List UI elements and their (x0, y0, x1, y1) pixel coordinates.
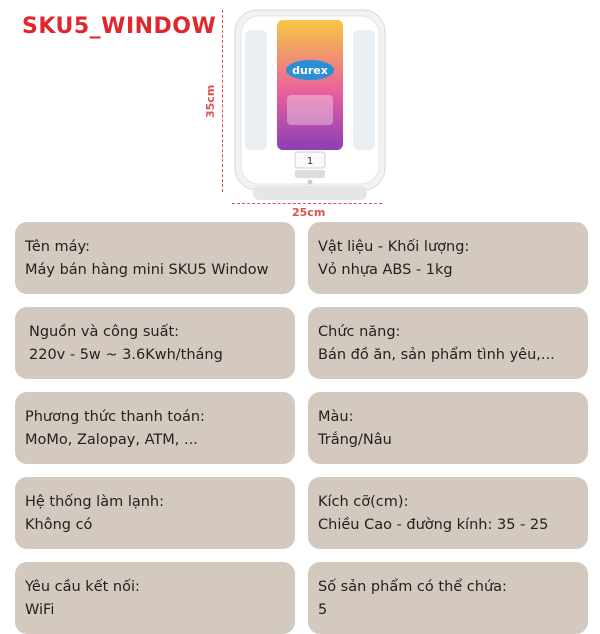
spec-card-connection (15, 562, 295, 634)
vending-machine-image (205, 0, 405, 215)
spec-value: 220v - 5w ~ 3.6Kwh/tháng (29, 347, 223, 363)
spec-value: MoMo, Zalopay, ATM, ... (25, 432, 198, 448)
spec-card-capacity (308, 562, 588, 634)
height-dimension-label: 35cm (204, 84, 217, 118)
spec-card-cooling (15, 477, 295, 549)
spec-label: Hệ thống làm lạnh: (25, 494, 165, 510)
spec-card-size (308, 477, 588, 549)
spec-label: Màu: (318, 409, 354, 425)
spec-value: WiFi (25, 602, 55, 618)
spec-value: Vỏ nhựa ABS - 1kg (318, 262, 453, 278)
spec-card-material-weight (308, 222, 588, 294)
spec-card-machine-name (15, 222, 295, 294)
spec-label: Kích cỡ(cm): (318, 494, 409, 510)
slot-number: 1 (306, 156, 314, 167)
spec-card-power (15, 307, 295, 379)
spec-label: Chức năng: (318, 324, 401, 340)
spec-card-function (308, 307, 588, 379)
spec-label: Số sản phẩm có thể chứa: (318, 579, 507, 595)
spec-value: Không có (25, 517, 93, 533)
spec-value: Trắng/Nâu (318, 432, 392, 448)
spec-value: Máy bán hàng mini SKU5 Window (25, 262, 269, 278)
spec-value: Chiều Cao - đường kính: 35 - 25 (318, 517, 549, 533)
page-title: SKU5_WINDOW (22, 14, 217, 39)
spec-label: Nguồn và công suất: (29, 324, 180, 340)
spec-card-payment (15, 392, 295, 464)
spec-value: Bán đồ ăn, sản phẩm tình yêu,... (318, 347, 555, 363)
width-dimension-label: 25cm (292, 206, 326, 219)
spec-label: Tên máy: (25, 239, 90, 255)
spec-value: 5 (318, 602, 328, 618)
height-dimension-line (222, 10, 224, 192)
spec-label: Vật liệu - Khối lượng: (318, 239, 470, 255)
spec-card-color (308, 392, 588, 464)
width-dimension-line (232, 203, 382, 205)
brand-text: durex (292, 64, 328, 77)
spec-label: Phương thức thanh toán: (25, 409, 205, 425)
spec-label: Yêu cầu kết nối: (25, 579, 140, 595)
